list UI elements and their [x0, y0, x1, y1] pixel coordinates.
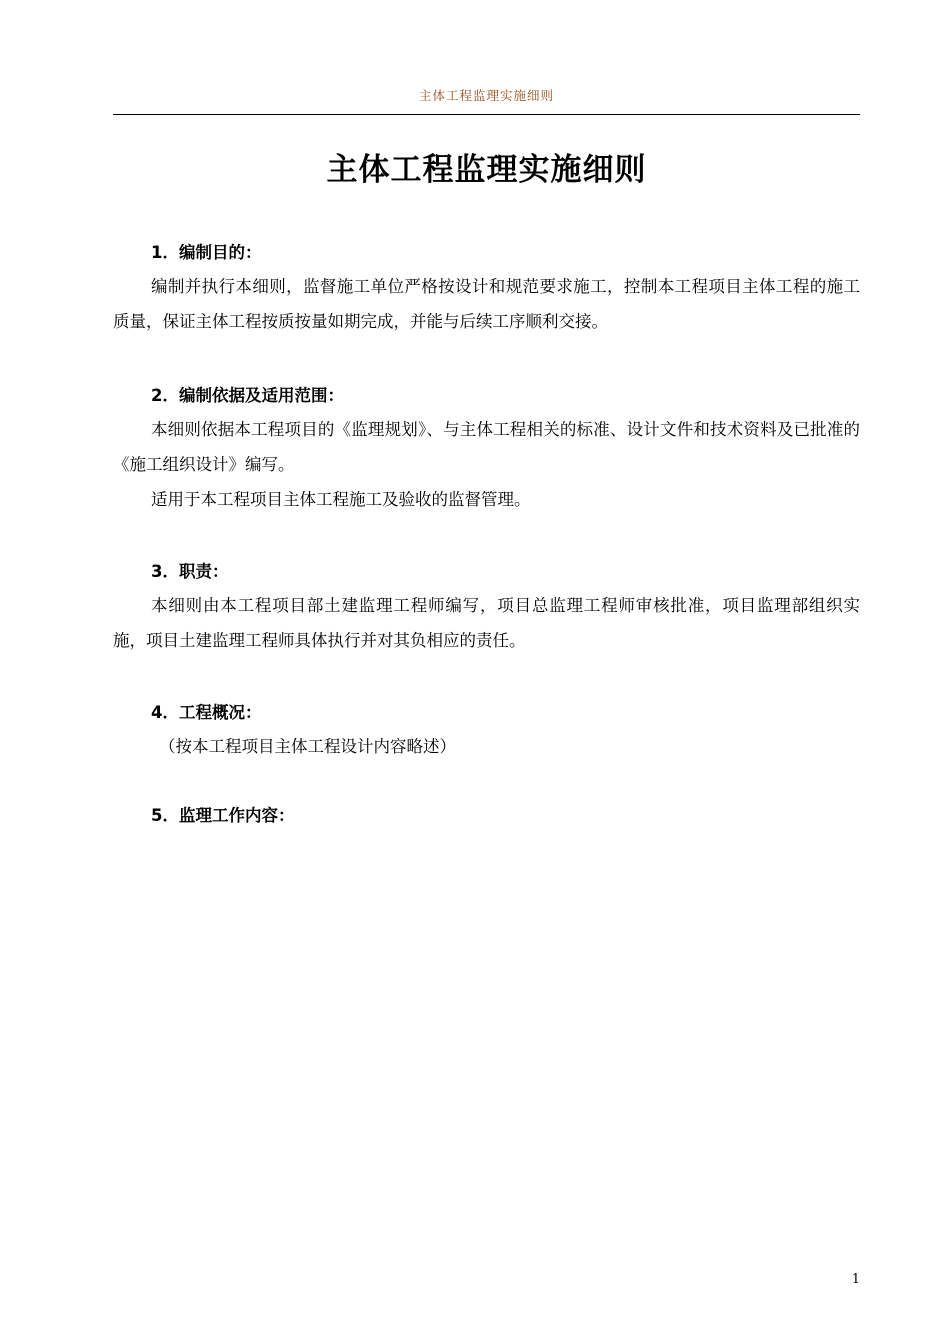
paragraph: 适用于本工程项目主体工程施工及验收的监督管理。 — [151, 490, 531, 509]
running-header: 主体工程监理实施细则 — [418, 88, 554, 103]
section-overview — [113, 697, 860, 764]
paragraph: （按本工程项目主体工程设计内容略述） — [159, 737, 456, 756]
section-heading: 3．职责： — [151, 562, 229, 581]
section-heading: 1．编制目的： — [151, 243, 262, 262]
header-divider — [113, 114, 860, 115]
document-title: 主体工程监理实施细则 — [326, 152, 647, 188]
paragraph: 本细则依据本工程项目的《监理规划》、与主体工程相关的标准、设计文件和技术资料及已批准的《施工组织设计》编写。 — [113, 420, 860, 474]
section-basis-scope — [113, 380, 860, 517]
page-number: 1 — [851, 1272, 860, 1287]
section-purpose — [113, 237, 860, 339]
section-heading: 4．工程概况： — [151, 703, 262, 722]
paragraph: 本细则由本工程项目部土建监理工程师编写，项目总监理工程师审核批准，项目监理部组织实施，项目土建监理工程师具体执行并对其负相应的责任。 — [113, 596, 860, 650]
section-responsibilities — [113, 556, 860, 658]
section-heading: 5．监理工作内容： — [151, 806, 295, 825]
section-heading: 2．编制依据及适用范围： — [151, 386, 344, 405]
section-work-content — [113, 800, 860, 832]
paragraph: 编制并执行本细则，监督施工单位严格按设计和规范要求施工，控制本工程项目主体工程的施工质量，保证主体工程按质按量如期完成，并能与后续工序顺利交接。 — [113, 277, 860, 331]
